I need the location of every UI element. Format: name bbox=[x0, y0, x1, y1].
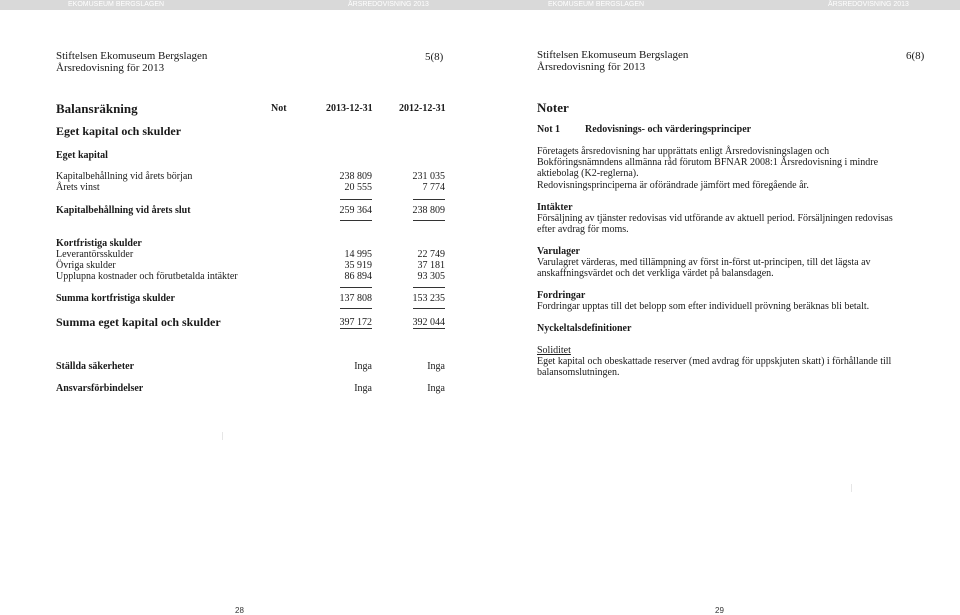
intakter-text: Försäljning av tjänster redovisas vid utförande av aktuell period. Försäljningen redovisas efter avdrag för moms. bbox=[537, 213, 893, 235]
kap-borjan-2012: 231 035 bbox=[412, 171, 445, 182]
stallda-label: Ställda säkerheter bbox=[56, 361, 135, 372]
right-page-number: 29 bbox=[715, 606, 724, 615]
col-header-2012: 2012-12-31 bbox=[399, 103, 446, 114]
summa-kort-label: Summa kortfristiga skulder bbox=[56, 293, 175, 304]
eget-kapital-heading: Eget kapital bbox=[56, 150, 108, 161]
notes-title: Noter bbox=[537, 100, 569, 115]
rule-kap-slut-2013 bbox=[340, 220, 372, 221]
stallda-2013: Inga bbox=[354, 361, 372, 372]
stallda-2012: Inga bbox=[427, 361, 445, 372]
top-band bbox=[0, 0, 960, 10]
topband-right-report: ÅRSREDOVISNING 2013 bbox=[828, 1, 909, 8]
arets-vinst-2012: 7 774 bbox=[422, 182, 445, 193]
kap-slut-2013: 259 364 bbox=[339, 205, 372, 216]
ovriga-label: Övriga skulder bbox=[56, 260, 116, 271]
summa-total-2013: 397 172 bbox=[339, 317, 372, 328]
leverantor-2012: 22 749 bbox=[417, 249, 445, 260]
soliditet-text: Eget kapital och obeskattade reserver (med avdrag för uppskjuten skatt) i förhållande till balansomslutningen. bbox=[537, 356, 892, 378]
not1-title: Redovisnings- och värderingsprinciper bbox=[585, 124, 752, 135]
intakter-title: Intäkter bbox=[537, 202, 573, 213]
topband-left-org: EKOMUSEUM BERGSLAGEN bbox=[68, 1, 165, 8]
rule-kort-2013 bbox=[340, 287, 372, 288]
rule-kort-2012 bbox=[413, 287, 445, 288]
summa-total-label: Summa eget kapital och skulder bbox=[56, 315, 221, 329]
right-header-report: Årsredovisning för 2013 bbox=[537, 61, 646, 73]
arets-vinst-label: Årets vinst bbox=[56, 182, 100, 193]
scan-mark-left bbox=[222, 432, 223, 440]
arets-vinst-2013: 20 555 bbox=[344, 182, 372, 193]
right-header-page: 6(8) bbox=[906, 50, 925, 62]
upplupna-label: Upplupna kostnader och förutbetalda intäkter bbox=[56, 271, 238, 282]
leverantor-label: Leverantörsskulder bbox=[56, 249, 134, 260]
soliditet-title: Soliditet bbox=[537, 345, 571, 356]
rule-total-2012 bbox=[413, 328, 445, 329]
kortfristiga-heading: Kortfristiga skulder bbox=[56, 238, 142, 249]
ansvar-2012: Inga bbox=[427, 383, 445, 394]
left-header-page: 5(8) bbox=[425, 51, 444, 63]
left-header-org: Stiftelsen Ekomuseum Bergslagen bbox=[56, 50, 208, 62]
topband-left-report: ÅRSREDOVISNING 2013 bbox=[348, 1, 429, 8]
rule-subtotal-2012 bbox=[413, 199, 445, 200]
summa-kort-2013: 137 808 bbox=[339, 293, 372, 304]
summa-total-2012: 392 044 bbox=[412, 317, 445, 328]
leverantor-2013: 14 995 bbox=[344, 249, 372, 260]
right-header-org: Stiftelsen Ekomuseum Bergslagen bbox=[537, 49, 689, 61]
ansvar-2013: Inga bbox=[354, 383, 372, 394]
upplupna-2012: 93 305 bbox=[417, 271, 445, 282]
not1-label: Not 1 bbox=[537, 124, 561, 135]
rule-total-2013 bbox=[340, 328, 372, 329]
ovriga-2012: 37 181 bbox=[417, 260, 445, 271]
nyckeltal-title: Nyckeltalsdefinitioner bbox=[537, 323, 632, 334]
not1-paragraph-2: Redovisningsprinciperna är oförändrade jämfört med föregående år. bbox=[537, 180, 809, 191]
left-header-report: Årsredovisning för 2013 bbox=[56, 62, 165, 74]
ovriga-2013: 35 919 bbox=[344, 260, 372, 271]
fordringar-text: Fordringar upptas till det belopp som efter individuell prövning beräknas bli betalt. bbox=[537, 301, 870, 312]
left-page-number: 28 bbox=[235, 606, 244, 615]
section-title: Eget kapital och skulder bbox=[56, 124, 182, 138]
not1-paragraph-1: Företagets årsredovisning har upprättats enligt Årsredovisningslagen och Bokföringsnämndens allmänna råd förutom BFNAR 2008:1 Årsredovisning i mindre aktiebolag (K2-reglerna). bbox=[537, 146, 879, 179]
col-header-not: Not bbox=[271, 103, 287, 114]
rule-kap-slut-2012 bbox=[413, 220, 445, 221]
topband-right-org: EKOMUSEUM BERGSLAGEN bbox=[548, 1, 645, 8]
kap-slut-2012: 238 809 bbox=[412, 205, 445, 216]
kap-borjan-label: Kapitalbehållning vid årets början bbox=[56, 171, 193, 182]
ansvar-label: Ansvarsförbindelser bbox=[56, 383, 144, 394]
summa-kort-2012: 153 235 bbox=[412, 293, 445, 304]
col-header-2013: 2013-12-31 bbox=[326, 103, 373, 114]
rule-summa-kort-2013 bbox=[340, 308, 372, 309]
rule-summa-kort-2012 bbox=[413, 308, 445, 309]
varulager-text: Varulagret värderas, med tillämpning av först in-först ut-principen, till det lägsta av anskaffningsvärdet och det verkliga värdet på balansdagen. bbox=[537, 257, 871, 279]
balance-title: Balansräkning bbox=[56, 101, 138, 116]
scan-mark-right bbox=[851, 484, 852, 492]
varulager-title: Varulager bbox=[537, 246, 580, 257]
fordringar-title: Fordringar bbox=[537, 290, 586, 301]
rule-subtotal-2013 bbox=[340, 199, 372, 200]
kap-borjan-2013: 238 809 bbox=[339, 171, 372, 182]
upplupna-2013: 86 894 bbox=[344, 271, 372, 282]
kap-slut-label: Kapitalbehållning vid årets slut bbox=[56, 205, 191, 216]
